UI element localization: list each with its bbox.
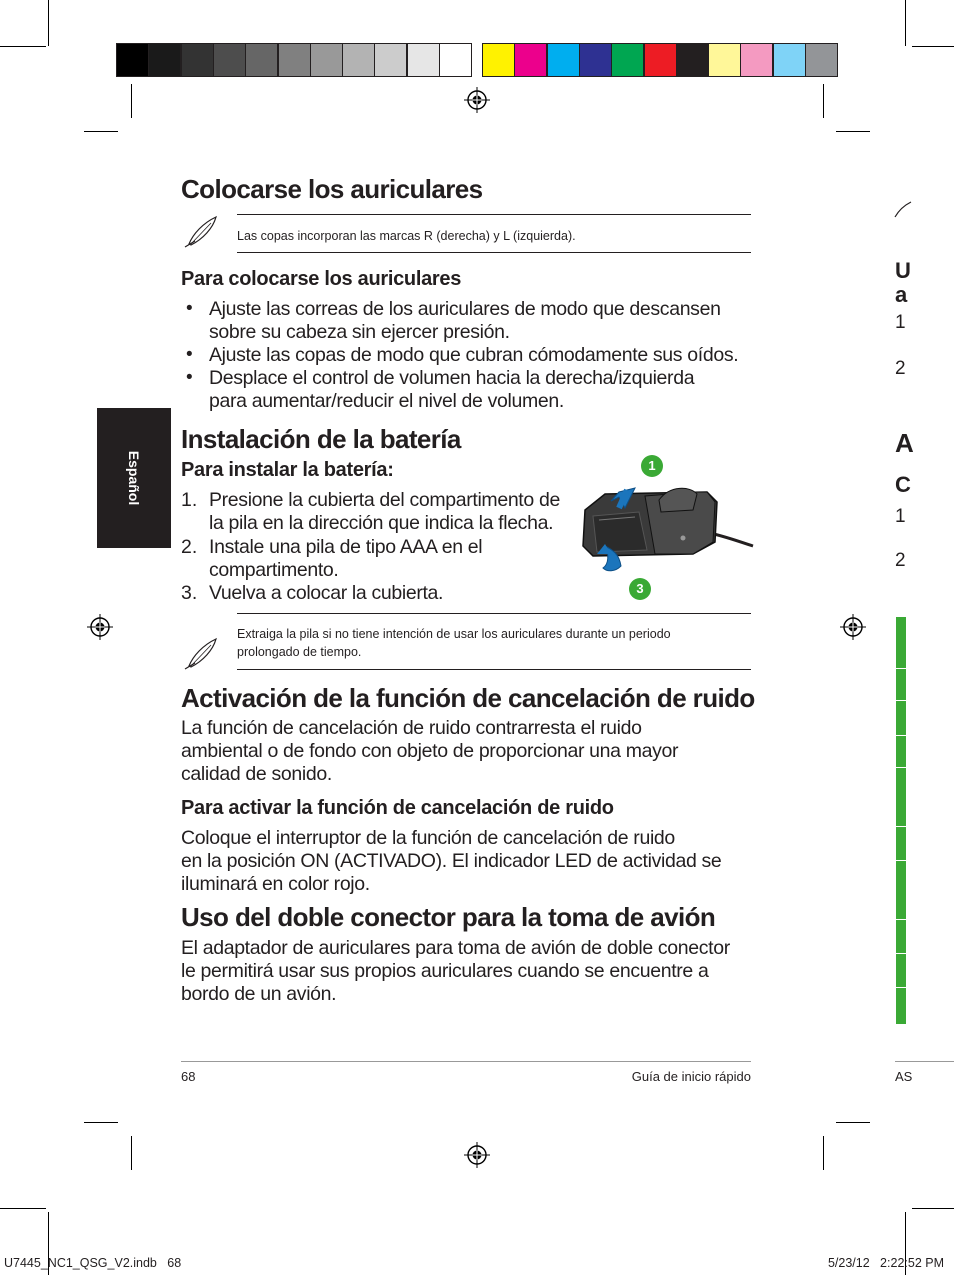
note-text (237, 625, 671, 661)
section-title-battery: Instalación de la batería (181, 424, 461, 454)
table-divider (896, 700, 906, 701)
step-line: Vuelva a colocar la cubierta. (209, 582, 444, 604)
color-swatch (708, 43, 741, 77)
crop-mark (131, 1136, 132, 1170)
bullet-line: sobre su cabeza sin ejercer presión. (209, 321, 510, 343)
step-line: Instale una pila de tipo AAA en el (209, 536, 483, 558)
note-pen-icon (183, 214, 219, 250)
paragraph-line: calidad de sonido. (181, 763, 332, 785)
paragraph-line: Coloque el interruptor de la función de cancelación de ruido (181, 827, 675, 849)
color-swatch (407, 43, 440, 77)
footer-guide-title: Guía de inicio rápido (631, 1069, 751, 1084)
color-swatch (482, 43, 515, 77)
color-swatch (740, 43, 773, 77)
battery-compartment-illustration (575, 450, 755, 605)
language-tab (97, 408, 171, 548)
table-divider (896, 668, 906, 669)
step-line: compartimento. (209, 559, 339, 581)
facing-page-text: 2 (895, 550, 906, 571)
crop-mark (836, 1122, 870, 1123)
crop-mark (0, 46, 46, 47)
crop-mark (0, 1208, 46, 1209)
language-tab-label: Español (126, 450, 142, 506)
color-swatch (213, 43, 246, 77)
registration-mark-icon (87, 614, 113, 640)
subtitle-noise-cancel: Para activar la función de cancelación de ruido (181, 797, 614, 819)
note-bottom-rule (237, 252, 751, 253)
bullet-char: • (186, 298, 193, 319)
facing-page-heading: U (895, 258, 911, 283)
crop-mark (836, 131, 870, 132)
note-bottom-rule (237, 669, 751, 670)
note-text: Las copas incorporan las marcas R (derecha) y L (izquierda). (237, 229, 576, 243)
step-item (209, 536, 482, 582)
slug-file-name: U7445_NC1_QSG_V2.indb 68 (4, 1256, 182, 1270)
page-number: 68 (181, 1069, 196, 1084)
paragraph (181, 937, 730, 1006)
bullet-item (209, 344, 738, 367)
crop-mark (48, 0, 49, 46)
facing-page-text: 1 (895, 312, 906, 333)
note-top-rule (237, 613, 751, 614)
color-swatch (611, 43, 644, 77)
callout-badge-1: 1 (641, 455, 663, 477)
crop-mark (823, 84, 824, 118)
paragraph-line: en la posición ON (ACTIVADO). El indicador LED de actividad se (181, 850, 722, 872)
crop-mark (131, 84, 132, 118)
bullet-char: • (186, 367, 193, 388)
color-swatch (116, 43, 149, 77)
facing-page-text: 2 (895, 358, 906, 379)
step-number: 3. (181, 582, 198, 604)
note-line: prolongado de tiempo. (237, 645, 362, 659)
color-swatch (310, 43, 343, 77)
table-divider (896, 860, 906, 861)
crop-mark (823, 1136, 824, 1170)
step-item (209, 489, 560, 535)
paragraph-line: le permitirá usar sus propios auriculares cuando se encuentre a (181, 960, 709, 982)
facing-page-heading: C (895, 472, 911, 497)
registration-mark-icon (464, 87, 490, 113)
paragraph-line: bordo de un avión. (181, 983, 337, 1005)
note-top-rule (237, 214, 751, 215)
bullet-line: Ajuste las correas de los auriculares de modo que descansen (209, 298, 721, 320)
subtitle-wearing: Para colocarse los auriculares (181, 268, 462, 290)
note-line: Extraiga la pila si no tiene intención de usar los auriculares durante un periodo (237, 627, 671, 641)
facing-page-footer: AS (895, 1069, 913, 1084)
step-number: 1. (181, 489, 198, 511)
color-swatch (245, 43, 278, 77)
callout-badge-3: 3 (629, 578, 651, 600)
step-number: 2. (181, 536, 198, 558)
table-divider (896, 767, 906, 768)
bullet-line: Ajuste las copas de modo que cubran cómodamente sus oídos. (209, 344, 739, 366)
color-swatch (644, 43, 677, 77)
paragraph (181, 827, 721, 896)
table-divider (896, 826, 906, 827)
color-swatch (514, 43, 547, 77)
paragraph-line: La función de cancelación de ruido contrarresta el ruido (181, 717, 642, 739)
section-title-airline-adapter: Uso del doble conector para la toma de avión (181, 902, 716, 932)
color-swatch (547, 43, 580, 77)
color-swatch (439, 43, 472, 77)
facing-page-heading: A (895, 428, 914, 458)
facing-page-green-table (896, 617, 906, 1024)
color-swatch (374, 43, 407, 77)
bullet-item (209, 367, 694, 413)
step-item (209, 582, 443, 605)
color-swatch (181, 43, 214, 77)
paragraph-line: El adaptador de auriculares para toma de avión de doble conector (181, 937, 730, 959)
paragraph-line: ambiental o de fondo con objeto de proporcionar una mayor (181, 740, 679, 762)
color-swatch (148, 43, 181, 77)
color-swatch (805, 43, 838, 77)
facing-page-heading: a (895, 282, 908, 307)
slug-date: 5/23/12 2:22:52 PM (827, 1256, 944, 1270)
table-divider (896, 953, 906, 954)
subtitle-battery: Para instalar la batería: (181, 459, 394, 481)
section-title-noise-cancel: Activación de la función de cancelación de ruido (181, 683, 755, 713)
table-divider (896, 987, 906, 988)
crop-mark (84, 131, 118, 132)
note-pen-icon (893, 200, 913, 220)
section-title-wearing: Colocarse los auriculares (181, 174, 483, 204)
bullet-char: • (186, 344, 193, 365)
registration-mark-icon (840, 614, 866, 640)
paragraph (181, 717, 678, 786)
color-swatch (773, 43, 806, 77)
footer-rule (181, 1061, 751, 1062)
note-pen-icon (183, 636, 219, 672)
bullet-item (209, 298, 721, 344)
footer-rule (895, 1061, 954, 1062)
color-swatch (278, 43, 311, 77)
bullet-line: Desplace el control de volumen hacia la derecha/izquierda (209, 367, 695, 389)
step-line: la pila en la dirección que indica la flecha. (209, 512, 554, 534)
crop-mark (84, 1122, 118, 1123)
color-swatch (342, 43, 375, 77)
color-swatch (676, 43, 709, 77)
paragraph-line: iluminará en color rojo. (181, 873, 370, 895)
bullet-line: para aumentar/reducir el nivel de volumen. (209, 390, 564, 412)
registration-mark-icon (464, 1142, 490, 1168)
facing-page-text: 1 (895, 506, 906, 527)
step-line: Presione la cubierta del compartimento de (209, 489, 560, 511)
table-divider (896, 919, 906, 920)
table-divider (896, 735, 906, 736)
color-swatch (579, 43, 612, 77)
